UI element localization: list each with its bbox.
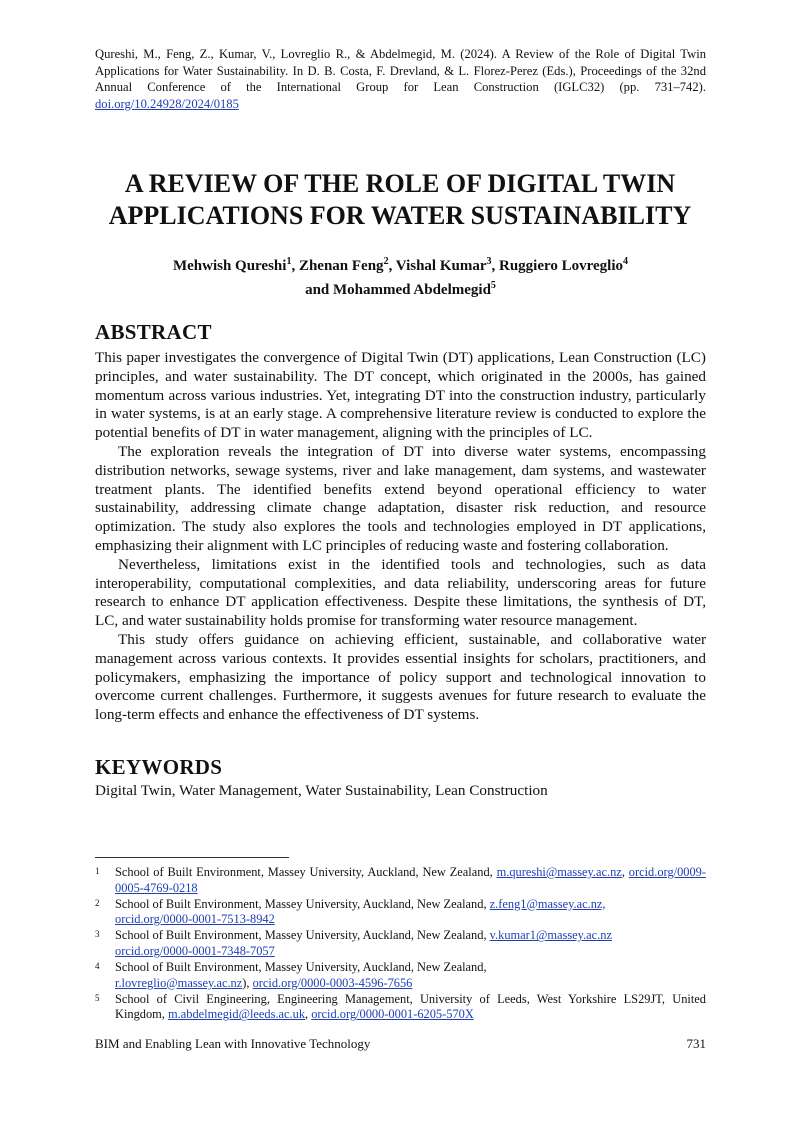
abstract-paragraph: Nevertheless, limitations exist in the identified tools and technologies, such as data interoperability, computational complexities, and data reliability, underscoring areas for future research to enhance DT application effectiveness. Despite these limitations, the synthesis of DT, LC, and water sustainability holds promise for transforming water resource management. xyxy=(95,555,706,630)
footnote-affiliation: School of Built Environment, Massey University, Auckland, New Zealand, xyxy=(115,865,493,879)
footnote-number: 5 xyxy=(95,992,100,1003)
footnote-affiliation: School of Built Environment, Massey University, Auckland, New Zealand, xyxy=(115,896,487,911)
footnote-affiliation: School of Civil Engineering, Engineering Management, University of Leeds, West Yorkshire LS29JT, United Kingdom, xyxy=(115,991,706,1022)
footnote-item xyxy=(95,992,706,1023)
footnote-number: 4 xyxy=(95,961,100,972)
footnote-divider xyxy=(95,857,289,858)
footnote-text xyxy=(115,897,706,928)
footnote-item xyxy=(95,960,706,991)
page-footer xyxy=(95,1036,706,1052)
footnotes xyxy=(95,865,706,1023)
footnote-item xyxy=(95,928,706,959)
footnote-affiliation: School of Built Environment, Massey University, Auckland, New Zealand, xyxy=(115,960,487,975)
keywords-heading: KEYWORDS xyxy=(95,755,223,779)
footnote-orcid-link[interactable]: orcid.org/0009-0005-4769-0218 xyxy=(115,865,706,895)
footnote-email-link[interactable]: m.abdelmegid@leeds.ac.uk xyxy=(168,1007,306,1022)
footnote-number: 3 xyxy=(95,929,100,940)
footnote-orcid-link[interactable]: orcid.org/0000-0001-7348-7057 xyxy=(115,943,275,958)
keywords-text: Digital Twin, Water Management, Water Sustainability, Lean Construction xyxy=(95,782,548,799)
author-name: Zhenan Feng xyxy=(298,258,384,274)
footnote-affiliation: School of Built Environment, Massey University, Auckland, New Zealand, xyxy=(115,928,487,943)
abstract-paragraph: This study offers guidance on achieving efficient, sustainable, and collaborative water management across various contexts. It provides essential insights for scholars, practitioners, and policymakers, emphasizing the importance of policy support and technological innovation to overcome current challenges. Furthermore, it suggests avenues for future research to evaluate the long-term effects and enhance the effectiveness of DT systems. xyxy=(95,630,706,724)
paper-title-line-2: APPLICATIONS FOR WATER SUSTAINABILITY xyxy=(108,201,692,230)
footnote-email-link[interactable]: v.kumar1@massey.ac.nz xyxy=(489,928,612,943)
footnote-orcid-link[interactable]: orcid.org/0000-0001-6205-570X xyxy=(311,1007,474,1022)
author-name: Ruggiero Lovreglio xyxy=(499,258,624,274)
author-name: Mohammed Abdelmegid xyxy=(333,282,491,298)
author-affiliation-mark: 3 xyxy=(486,256,492,267)
citation-text: Qureshi, M., Feng, Z., Kumar, V., Lovreglio R., & Abdelmegid, M. (2024). A Review of the Role of Digital Twin Applications for Water Sustainability. In D. B. Costa, F. Drevland, & L. Florez-Perez (Eds.), Proceedings of the 32nd Annual Conference of the International Group for Lean Construction (IGLC32) (pp. 731–742). xyxy=(95,47,706,94)
abstract-body xyxy=(95,349,706,725)
citation-doi-link[interactable]: doi.org/10.24928/2024/0185 xyxy=(95,96,239,111)
paper-title xyxy=(60,168,740,232)
footnote-email-link[interactable]: r.lovreglio@massey.ac.nz xyxy=(115,975,243,990)
footnote-text xyxy=(115,928,706,959)
footnote-orcid-link[interactable]: orcid.org/0000-0003-4596-7656 xyxy=(252,975,413,990)
footnote-item xyxy=(95,897,706,928)
footnote-text xyxy=(115,960,706,991)
footnote-item xyxy=(95,865,706,896)
footnote-text xyxy=(115,992,706,1023)
citation-block xyxy=(95,46,706,112)
footnote-orcid-link[interactable]: orcid.org/0000-0001-7513-8942 xyxy=(115,912,275,927)
footnote-email-link[interactable]: z.feng1@massey.ac.nz, xyxy=(489,896,606,911)
paper-title-line-1: A REVIEW OF THE ROLE OF DIGITAL TWIN xyxy=(124,169,676,198)
author-affiliation-mark: 4 xyxy=(623,256,629,267)
footnote-number: 1 xyxy=(95,866,100,876)
author-name: Vishal Kumar xyxy=(395,258,487,274)
footnote-separator: , xyxy=(621,865,629,879)
page-number: 731 xyxy=(686,1036,706,1051)
footnote-number: 2 xyxy=(95,897,100,908)
author-line-1: Mehwish Qureshi$^1$, Zhenan Feng$^2$, Vishal Kumar$^3$, Ruggiero Lovreglio$^4$ xyxy=(172,256,629,274)
author-affiliation-mark: 5 xyxy=(490,280,496,291)
abstract-paragraph: The exploration reveals the integration of DT into diverse water systems, encompassing distribution networks, sewage systems, river and lake management, dam systems, and wastewater treatment plants. The identified benefits extend beyond operational efficiency to water sustainability, addressing climate change adaptation, disaster risk reduction, and resource optimization. The study also explores the tools and technologies employed in DT applications, emphasizing their alignment with LC principles of reducing waste and fostering collaboration. xyxy=(95,442,706,554)
author-affiliation-mark: 1 xyxy=(286,256,292,267)
abstract-heading: ABSTRACT xyxy=(95,320,212,344)
footnote-separator: , xyxy=(305,1007,312,1022)
author-list xyxy=(95,252,706,300)
author-conjunction: and xyxy=(305,282,330,298)
footnote-text xyxy=(115,865,706,896)
author-affiliation-mark: 2 xyxy=(383,256,389,267)
footnote-separator: ), xyxy=(242,975,253,990)
footnote-email-link[interactable]: m.qureshi@massey.ac.nz xyxy=(496,865,622,879)
author-line-2 xyxy=(95,276,706,300)
abstract-paragraph: This paper investigates the convergence of Digital Twin (DT) applications, Lean Construction (LC) principles, and water sustainability. The DT concept, which originated in the 2000s, has gained momentum across various industries. Yet, integrating DT into the construction industry, particularly in water systems, is at an early stage. A comprehensive literature review is conducted to explore the potential benefits of DT in water management, aligning with the principles of LC. xyxy=(95,349,706,442)
author-name: Mehwish Qureshi xyxy=(172,258,287,274)
footer-section-title: BIM and Enabling Lean with Innovative Technology xyxy=(95,1036,371,1051)
